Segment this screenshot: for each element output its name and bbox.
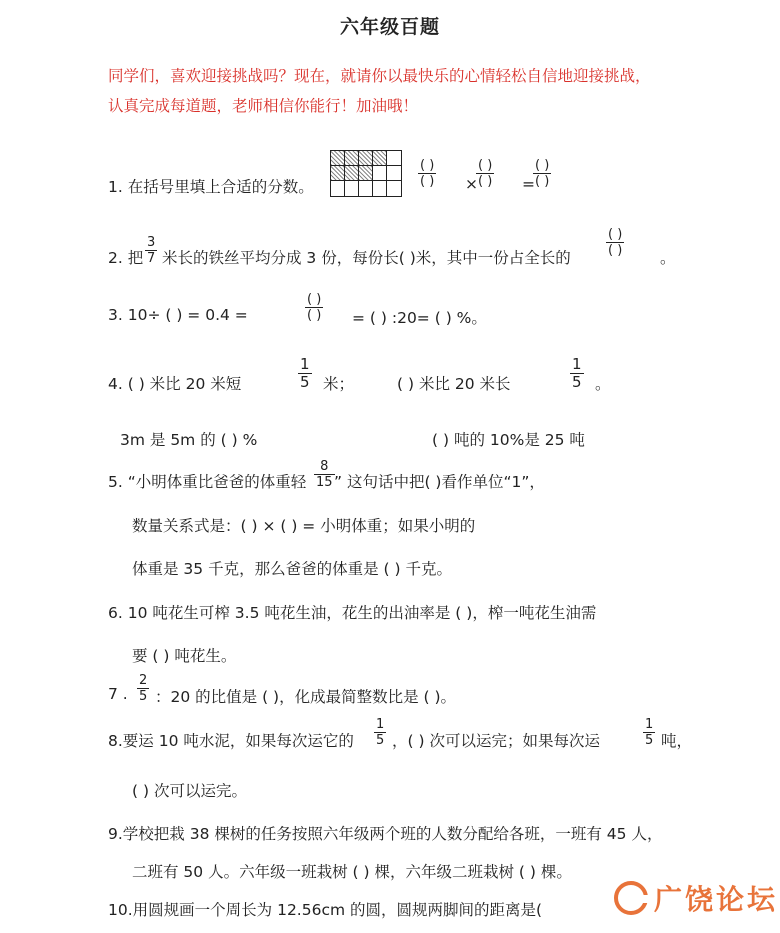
q8-prefix: 8.要运 10 吨水泥，如果每次运它的 [108,732,354,750]
page-title: 六年级百题 [339,16,440,38]
q6-line-2: 要 ( ) 吨花生。 [132,647,237,665]
q3-text: = ( ) :20= ( ) %。 [352,309,487,327]
intro-line-2: 认真完成每道题，老师相信你能行！加油哦！ [108,97,419,115]
q7-text: ：20 的比值是 ( )，化成最简整数比是 ( )。 [155,688,457,706]
q7-fraction: 2 5 [139,673,148,704]
q5-fraction: 8 15 [316,459,333,490]
watermark-logo [614,878,778,918]
q4-line-2a: 3m 是 5m 的 ( ) % [120,431,258,449]
q1-times: × [465,175,478,193]
q1-text: 1. 在括号里填上合适的分数。 [108,178,314,196]
q8-middle: ，( ) 次可以运完；如果每次运 [392,732,600,750]
q4-part-a-end: 米； [323,375,355,393]
q4-part-b: ( ) 米比 20 米长 [397,375,511,393]
q2-end: 。 [660,249,676,267]
q1-fraction-3[interactable]: ( ) ( ) [535,158,550,189]
q8-line-2: ( ) 次可以运完。 [132,782,247,800]
q1-equals: = [522,175,535,193]
q9-line-2: 二班有 50 人。六年级一班栽树 ( ) 棵，六年级二班栽树 ( ) 棵。 [132,863,572,881]
q5-line-2: 数量关系式是：( ) × ( ) = 小明体重；如果小明的 [132,517,476,535]
q2-prefix: 2. 把 [108,249,144,267]
q1-fraction-2[interactable]: ( ) ( ) [478,158,493,189]
q4-part-b-end: 。 [595,375,611,393]
q8-fraction-a: 1 5 [376,717,385,748]
q2-text: 米长的铁丝平均分成 3 份，每份长( )米，其中一份占全长的 [162,249,571,267]
q5-line-3: 体重是 35 千克，那么爸爸的体重是 ( ) 千克。 [132,560,452,578]
q3-prefix: 3. 10÷ ( ) = 0.4 = [108,306,248,324]
q8-end: 吨， [661,732,693,750]
watermark-text: 广饶论坛 [654,883,779,916]
q5-text: ” 这句话中把( )看作单位“1”， [334,473,545,491]
q7-prefix: 7 . [108,685,128,703]
q4-part-a: 4. ( ) 米比 20 米短 [108,375,242,393]
q4-fraction-a: 1 5 [300,355,310,391]
q2-answer-fraction[interactable]: ( ) ( ) [608,227,623,258]
q1-fraction-grid [330,150,402,197]
q4-fraction-b: 1 5 [572,355,582,391]
q10-line-1: 10.用圆规画一个周长为 12.56cm 的圆，圆规两脚间的距离是( [108,901,543,919]
q3-fraction[interactable]: ( ) ( ) [307,292,322,323]
intro-line-1: 同学们，喜欢迎接挑战吗？现在，就请你以最快乐的心情轻松自信地迎接挑战， [108,67,651,85]
q9-line-1: 9.学校把栽 38 棵树的任务按照六年级两个班的人数分配给各班，一班有 45 人， [108,825,663,843]
q1-fraction-1[interactable]: ( ) ( ) [420,158,435,189]
q4-line-2b: ( ) 吨的 10%是 25 吨 [432,431,585,449]
q6-line-1: 6. 10 吨花生可榨 3.5 吨花生油，花生的出油率是 ( )，榨一吨花生油需 [108,604,597,622]
g-logo-icon [614,881,648,915]
q2-fraction: 3 7 [147,235,156,266]
q5-prefix: 5. “小明体重比爸爸的体重轻 [108,473,307,491]
q8-fraction-b: 1 5 [645,717,654,748]
